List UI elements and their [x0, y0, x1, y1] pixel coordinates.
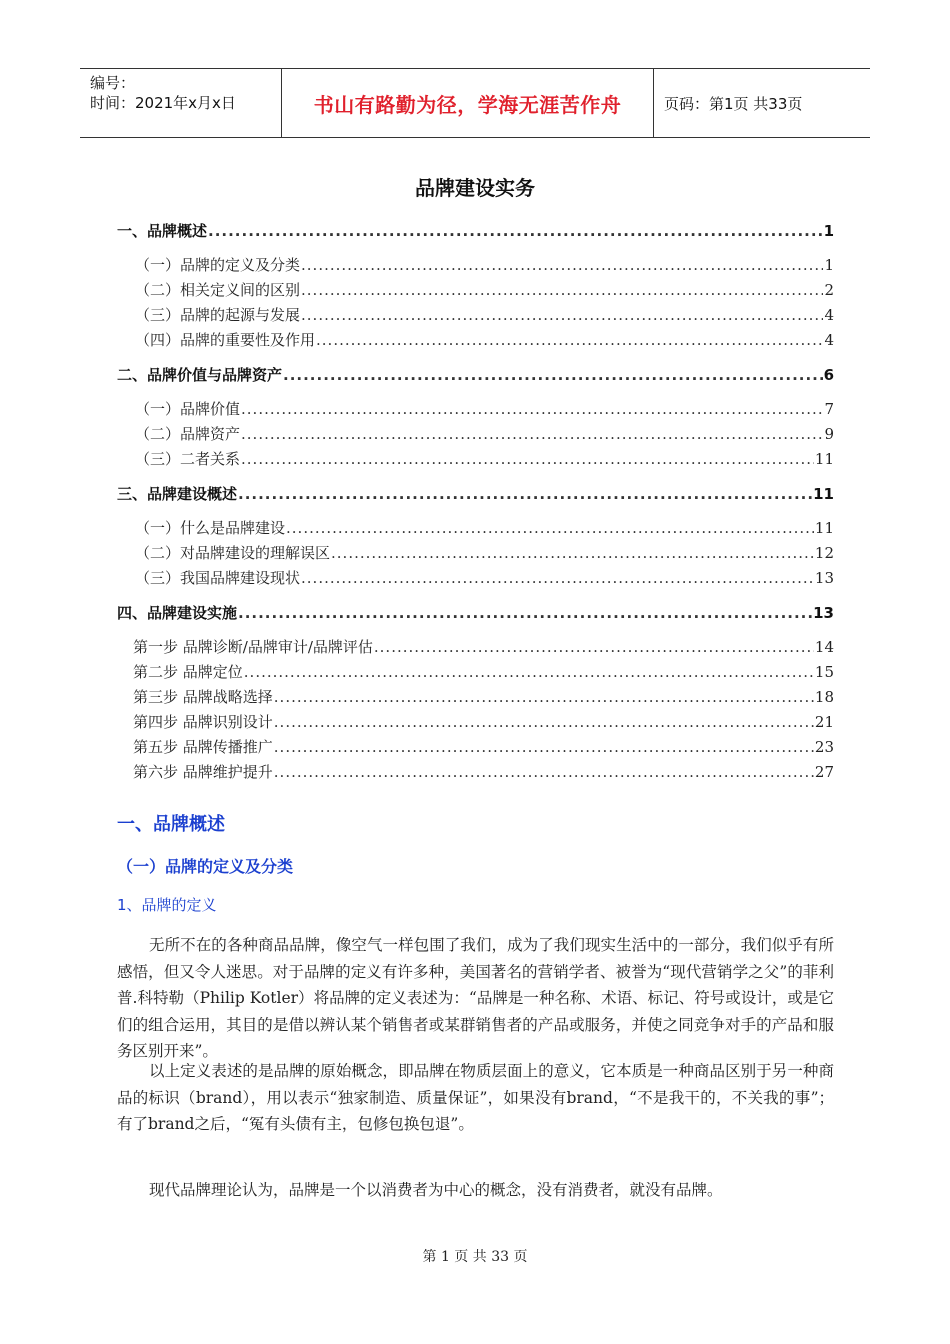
page-footer: 第 1 页 共 33 页 [422, 1249, 528, 1265]
toc-leader [244, 663, 814, 681]
toc-entry-label: （二）对品牌建设的理解误区 [135, 544, 331, 562]
toc-entry[interactable] [117, 220, 834, 242]
subsection-heading: （一）品牌的定义及分类 [117, 857, 294, 876]
toc-entry-label: （一）什么是品牌建设 [135, 519, 286, 537]
toc-entry[interactable] [117, 279, 834, 301]
toc-leader [274, 688, 814, 706]
toc-entry[interactable] [117, 254, 834, 276]
body-paragraph: 现代品牌理论认为，品牌是一个以消费者为中心的概念，没有消费者，就没有品牌。 [149, 1181, 723, 1199]
toc-entry-label: （四）品牌的重要性及作用 [135, 331, 316, 349]
header-meta [80, 69, 281, 137]
toc-entry-label: 二、品牌价值与品牌资产 [117, 366, 283, 384]
toc-entry-label: （一）品牌价值 [135, 400, 241, 418]
toc-entry-label: （一）品牌的定义及分类 [135, 256, 301, 274]
toc-entry-label: 四、品牌建设实施 [117, 604, 238, 622]
toc-leader [301, 569, 814, 587]
toc-entry-page: 14 [814, 638, 834, 656]
toc-leader [331, 544, 814, 562]
toc-leader [274, 763, 814, 781]
toc-entry-page: 4 [824, 306, 834, 324]
toc-entry-page: 27 [814, 763, 834, 781]
toc-leader [283, 366, 823, 384]
toc-entry-label: （二）相关定义间的区别 [135, 281, 301, 299]
toc-leader [286, 519, 814, 537]
header-page-info: 页码：第1页 共33页 [664, 94, 803, 113]
toc-leader [274, 738, 814, 756]
toc-leader [274, 713, 814, 731]
toc-entry-page: 1 [823, 222, 834, 240]
toc-entry-label: 第六步 品牌维护提升 [133, 763, 273, 781]
toc-entry[interactable] [117, 329, 834, 351]
header-motto: 书山有路勤为径，学海无涯苦作舟 [281, 69, 654, 137]
toc-entry-page: 13 [813, 604, 834, 622]
toc-entry[interactable] [117, 398, 834, 420]
toc-entry-page: 11 [814, 519, 834, 537]
toc-leader [238, 485, 812, 503]
toc-entry[interactable] [117, 517, 834, 539]
toc-leader [208, 222, 823, 240]
toc-entry-page: 4 [824, 331, 834, 349]
toc-entry[interactable] [117, 448, 834, 470]
toc-entry[interactable] [117, 483, 834, 505]
toc-entry-label: 第二步 品牌定位 [133, 663, 243, 681]
toc-entry[interactable] [117, 761, 834, 783]
toc-entry[interactable] [117, 686, 834, 708]
toc-entry[interactable] [117, 304, 834, 326]
toc-leader [241, 400, 823, 418]
time-label: 时间：2021年x月x日 [90, 94, 236, 112]
toc-entry-page: 18 [814, 688, 834, 706]
toc-entry[interactable] [117, 602, 834, 624]
toc-entry-label: （三）二者关系 [135, 450, 241, 468]
toc-entry-label: 第四步 品牌识别设计 [133, 713, 273, 731]
toc-entry-page: 11 [813, 485, 834, 503]
toc-entry-label: 三、品牌建设概述 [117, 485, 238, 503]
body-paragraph: 以上定义表述的是品牌的原始概念，即品牌在物质层面上的意义，它本质是一种商品区别于另一种商品的标识（brand），用以表示“独家制造、质量保证”，如果没有brand，“不是我干的，不关我的事”；有了brand之后，“冤有头债有主，包修包换包退”。 [117, 1062, 834, 1133]
toc-leader [238, 604, 812, 622]
toc-entry-page: 23 [814, 738, 834, 756]
body-paragraph: 无所不在的各种商品品牌，像空气一样包围了我们，成为了我们现实生活中的一部分，我们似乎有所感悟，但又令人迷思。对于品牌的定义有许多种，美国著名的营销学者、被誉为“现代营销学之父”的菲利普.科特勒（Philip Kotler）将品牌的定义表述为：“品牌是一种名称、术语、标记、符号或设计，或是它们的组合运用，其目的是借以辨认某个销售者或某群销售者的产品或服务，并使之同竞争对手的产品和服务区别开来”。 [117, 936, 834, 1060]
toc-entry[interactable] [117, 661, 834, 683]
toc-leader [374, 638, 814, 656]
toc-leader [241, 425, 823, 443]
toc-entry[interactable] [117, 736, 834, 758]
toc-entry[interactable] [117, 423, 834, 445]
toc-entry-page: 6 [823, 366, 834, 384]
toc-entry-page: 21 [814, 713, 834, 731]
toc-entry[interactable] [117, 542, 834, 564]
toc-entry-label: 第五步 品牌传播推广 [133, 738, 273, 756]
toc-entry-page: 2 [824, 281, 834, 299]
section-heading: 一、品牌概述 [117, 814, 225, 835]
toc-entry[interactable] [117, 567, 834, 589]
toc-entry-page: 12 [814, 544, 834, 562]
toc-entry-label: 第三步 品牌战略选择 [133, 688, 273, 706]
header-table [80, 68, 870, 138]
topic-heading: 1、品牌的定义 [117, 896, 217, 914]
code-label: 编号： [90, 74, 136, 92]
document-title: 品牌建设实务 [415, 176, 535, 200]
toc-leader [301, 306, 823, 324]
toc-leader [301, 281, 823, 299]
toc-leader [316, 331, 823, 349]
toc-entry-label: （三）品牌的起源与发展 [135, 306, 301, 324]
toc-entry-page: 9 [824, 425, 834, 443]
toc-entry-page: 11 [814, 450, 834, 468]
toc-entry-page: 7 [824, 400, 834, 418]
toc-leader [241, 450, 814, 468]
toc-entry-label: （二）品牌资产 [135, 425, 241, 443]
toc-leader [301, 256, 823, 274]
toc-entry-page: 15 [814, 663, 834, 681]
toc-entry-page: 1 [824, 256, 834, 274]
toc-entry[interactable] [117, 364, 834, 386]
toc-entry-label: （三）我国品牌建设现状 [135, 569, 301, 587]
toc-entry-label: 第一步 品牌诊断/品牌审计/品牌评估 [133, 638, 373, 656]
toc-entry[interactable] [117, 711, 834, 733]
toc-entry[interactable] [117, 636, 834, 658]
toc-entry-page: 13 [814, 569, 834, 587]
toc-entry-label: 一、品牌概述 [117, 222, 208, 240]
